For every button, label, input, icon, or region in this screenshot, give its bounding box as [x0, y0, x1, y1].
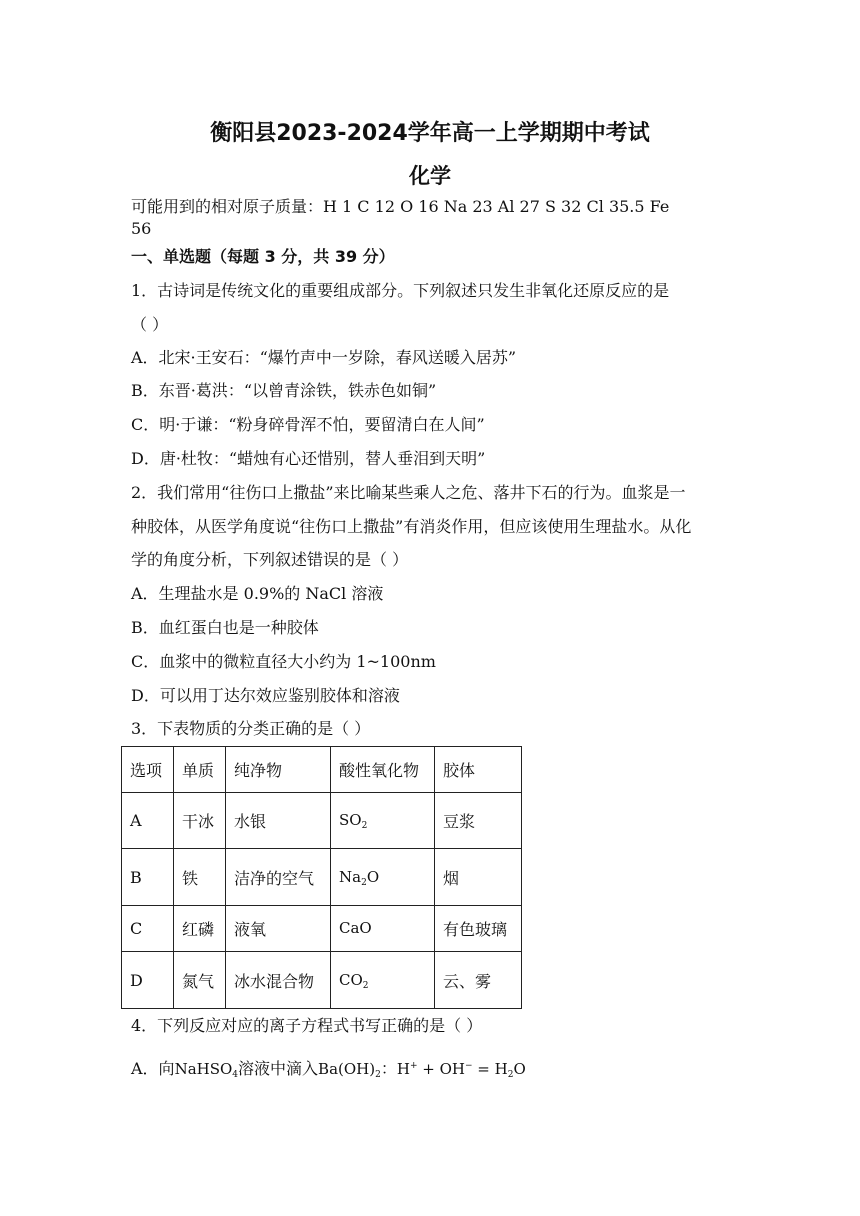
eq-oh-charge: − — [464, 1061, 473, 1071]
formula-subscript: 2 — [361, 821, 368, 831]
table-cell-colloid: 豆浆 — [435, 793, 522, 849]
question-2-stem-cont-1: 种胶体，从医学角度说“往伤口上撒盐”有消炎作用，但应该使用生理盐水。从化 — [131, 517, 692, 536]
table-cell-acid-oxide — [331, 906, 435, 952]
formula-tail: O — [366, 867, 380, 886]
table-cell-element: 铁 — [174, 849, 226, 906]
formula-subscript: 2 — [362, 980, 369, 991]
table-row — [122, 906, 522, 952]
table-cell-acid-oxide — [331, 793, 435, 849]
table-header-cell: 酸性氧化物 — [331, 747, 435, 793]
question-1-option-d: D．唐·杜牧：“蜡烛有心还惜别，替人垂泪到天明” — [131, 449, 486, 468]
question-2-stem: 2．我们常用“往伤口上撒盐”来比喻某些乘人之危、落井下石的行为。血浆是一 — [131, 483, 686, 502]
table-header-cell: 纯净物 — [226, 747, 331, 793]
table-cell-colloid: 云、雾 — [435, 952, 522, 1009]
table-cell-colloid: 烟 — [435, 849, 522, 906]
question-3-stem: 3．下表物质的分类正确的是（ ） — [131, 719, 371, 738]
question-2-option-c: C．血浆中的微粒直径大小约为 1~100nm — [131, 652, 436, 671]
formula-main: CO — [339, 970, 363, 989]
question-1-option-c: C．明·于谦：“粉身碎骨浑不怕，要留清白在人间” — [131, 415, 485, 434]
question-4-option-a — [131, 1055, 731, 1086]
option-colon: ： — [380, 1059, 397, 1078]
atomic-masses-line: 可能用到的相对原子质量：H 1 C 12 O 16 Na 23 Al 27 S 32 Cl 35.5 Fe — [131, 197, 670, 216]
atomic-masses-line-cont: 56 — [131, 219, 152, 238]
question-4-stem: 4．下列反应对应的离子方程式书写正确的是（ ） — [131, 1016, 483, 1035]
table-row — [122, 952, 522, 1009]
subject-title: 化学 — [409, 164, 451, 188]
question-2-option-b: B．血红蛋白也是一种胶体 — [131, 618, 319, 637]
formula-subscript: 4 — [232, 1070, 239, 1080]
table-cell-acid-oxide — [331, 952, 435, 1009]
eq-h: H — [396, 1060, 410, 1078]
ionic-equation — [397, 1060, 526, 1078]
formula-subscript: 2 — [375, 1070, 381, 1080]
exam-title: 衡阳县2023-2024学年高一上学期期中考试 — [210, 121, 650, 146]
table-cell-acid-oxide — [331, 849, 435, 906]
question-1-option-b: B．东晋·葛洪：“以曾青涂铁，铁赤色如铜” — [131, 381, 437, 400]
option-middle-text: 溶液中滴入 — [238, 1059, 319, 1078]
question-2-option-a: A．生理盐水是 0.9%的 NaCl 溶液 — [131, 584, 384, 603]
classification-table — [121, 746, 522, 1009]
eq-product: = H — [472, 1060, 508, 1078]
table-cell-pure: 液氧 — [226, 906, 331, 952]
formula-subscript: 2 — [361, 877, 367, 888]
formula-main: Ba(OH) — [318, 1060, 376, 1078]
formula-baoh2 — [318, 1060, 381, 1078]
formula-main: NaHSO — [174, 1060, 233, 1078]
question-2-option-d: D．可以用丁达尔效应鉴别胶体和溶液 — [131, 686, 400, 705]
eq-h-charge: + — [409, 1061, 418, 1071]
table-cell-option: D — [122, 952, 174, 1009]
formula-main: SO — [339, 811, 362, 829]
table-cell-element: 干冰 — [174, 793, 226, 849]
formula-main: CaO — [339, 919, 372, 937]
table-cell-option: B — [122, 849, 174, 906]
table-cell-pure: 水银 — [226, 793, 331, 849]
formula-main: Na — [339, 867, 362, 886]
table-header-cell: 胶体 — [435, 747, 522, 793]
option-prefix: A．向 — [131, 1059, 175, 1078]
question-1-option-a: A．北宋·王安石：“爆竹声中一岁除，春风送暖入居苏” — [131, 348, 517, 367]
table-cell-pure: 洁净的空气 — [226, 849, 331, 906]
eq-oh: + OH — [417, 1060, 465, 1078]
table-cell-option: A — [122, 793, 174, 849]
question-2-stem-cont-2: 学的角度分析，下列叙述错误的是（ ） — [131, 550, 409, 569]
question-1-stem-cont: （ ） — [131, 315, 169, 334]
table-cell-colloid: 有色玻璃 — [435, 906, 522, 952]
table-header-cell: 选项 — [122, 747, 174, 793]
table-cell-option: C — [122, 906, 174, 952]
question-1-stem: 1．古诗词是传统文化的重要组成部分。下列叙述只发生非氧化还原反应的是 — [131, 281, 670, 300]
table-header-cell: 单质 — [174, 747, 226, 793]
section-heading: 一、单选题（每题 3 分，共 39 分） — [131, 247, 395, 266]
eq-product-tail: O — [513, 1060, 526, 1078]
table-cell-element: 红磷 — [174, 906, 226, 952]
table-cell-element: 氮气 — [174, 952, 226, 1009]
formula-nahso4 — [175, 1060, 238, 1078]
eq-product-subscript: 2 — [507, 1070, 514, 1080]
table-row — [122, 849, 522, 906]
table-header-row — [122, 747, 522, 793]
table-cell-pure: 冰水混合物 — [226, 952, 331, 1009]
table-row — [122, 793, 522, 849]
